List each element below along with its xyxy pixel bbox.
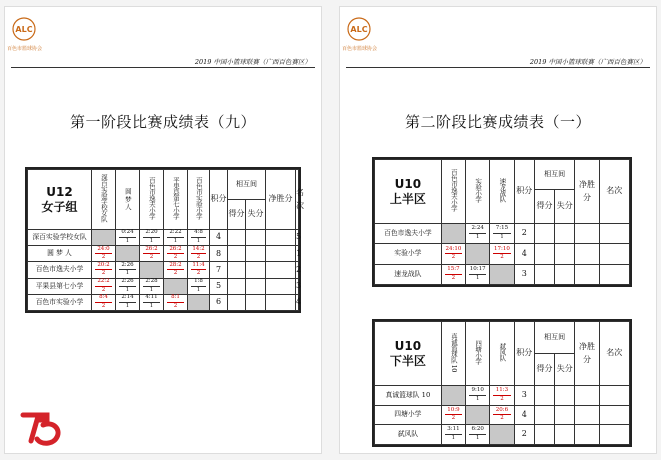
row-conceded [555,224,575,244]
match-result-cell [92,246,116,262]
match-score: 11:4 [191,263,206,271]
match-points: 1 [500,234,504,241]
column-header-team [441,322,465,386]
self-match-cell [490,264,514,284]
column-header-rank [599,322,629,386]
match-result-cell [164,294,188,310]
match-result-cell [466,425,490,445]
column-header-scored-label: 得分 [536,364,553,374]
logo-letters: ALC [15,25,33,34]
match-points: 2 [196,254,201,261]
column-header-mutual: 相互间 [228,170,266,200]
column-header-team-label: 真诚篮球队 10 [449,332,458,372]
row-conceded [555,244,575,264]
match-score: 2:22 [167,230,184,238]
row-scored [228,262,246,278]
match-score: 11:3 [493,388,510,396]
match-score: 2:26 [119,263,136,271]
group-label [375,160,442,224]
self-match-cell [92,230,116,246]
match-score: 9:10 [469,388,486,396]
match-points: 1 [149,286,154,293]
table-row [28,230,299,246]
column-header-team-label: 深百实验学校女队 [99,174,108,223]
match-result-cell [490,244,514,264]
column-header-team [92,170,116,230]
match-score: 8:1 [167,295,184,303]
match-points: 2 [101,270,106,277]
match-points: 2 [101,254,106,261]
match-score: 17:10 [493,247,510,255]
row-conceded [246,246,266,262]
column-header-mutual: 相互间 [534,160,574,190]
match-points: 1 [125,238,130,245]
self-match-cell [140,262,164,278]
match-result-cell [188,246,210,262]
column-header-team-label: 四塘小学 [474,340,483,365]
row-net [266,278,296,294]
self-match-cell [466,244,490,264]
self-match-cell [466,405,490,425]
match-result-cell [164,230,188,246]
right-page [339,6,657,454]
self-match-cell [188,294,210,310]
column-header-rank [296,170,304,230]
u12-results-table [25,167,304,313]
column-header-scored [228,200,246,230]
column-header-points-label: 积分 [516,186,533,196]
match-result-cell [188,278,210,294]
match-result-cell [188,262,210,278]
table-row [375,405,630,425]
group-label-line: U10 [394,177,422,192]
row-team-name: 实验小学 [375,244,442,264]
u10-upper-results-table [372,157,632,287]
row-rank [599,405,629,425]
match-score: 4:11 [143,295,160,303]
match-points: 2 [500,415,504,422]
row-scored [534,386,554,406]
column-header-team [441,160,465,224]
table-row [375,386,630,406]
match-result-cell [92,294,116,310]
row-scored [228,246,246,262]
match-result-cell [116,262,140,278]
match-result-cell [140,294,164,310]
column-header-points-label: 积分 [210,194,227,204]
league-logo [346,17,372,41]
match-score: 0:24 [119,230,136,238]
column-header-scored [534,354,554,386]
match-points: 1 [149,302,154,309]
row-conceded [246,278,266,294]
league-header: 2019 中国小篮球联赛（广西百色赛区） [194,58,311,66]
row-conceded [555,386,575,406]
match-points: 1 [173,238,178,245]
column-header-rank [599,160,629,224]
left-page [4,6,322,454]
row-points: 3 [514,264,534,284]
row-net [575,386,599,406]
column-header-team [116,170,140,230]
row-points: 3 [514,386,534,406]
match-score: 1:8 [191,279,206,287]
match-points: 2 [451,254,456,261]
row-conceded [246,230,266,246]
column-header-conceded [246,200,266,230]
match-score: 28:2 [167,263,184,271]
column-header-team [466,160,490,224]
column-header-rank-label: 名次 [606,348,623,358]
row-conceded [555,425,575,445]
column-header-net-label: 净胜分 [578,341,595,364]
header-divider [11,67,315,68]
self-match-cell [116,246,140,262]
column-header-scored-label: 得分 [228,209,245,219]
row-scored [534,405,554,425]
column-header-team-label: 弑风队 [498,343,507,362]
column-header-team-label: 百色市逸夫小学 [449,169,458,212]
match-result-cell [188,230,210,246]
logo-caption: 百色市篮球协会 [342,46,378,52]
column-header-mutual: 相互间 [534,322,574,354]
row-rank [599,224,629,244]
row-net [575,425,599,445]
match-score: 8:4 [95,295,112,303]
row-rank [599,264,629,284]
match-points: 1 [475,395,480,402]
row-team-name: 百色市实验小学 [28,294,92,310]
match-points: 2 [451,274,456,281]
row-conceded [246,262,266,278]
column-header-team [490,322,514,386]
column-header-conceded [555,190,575,224]
match-points: 2 [173,302,178,309]
match-result-cell [116,230,140,246]
u10-lower-results-table [372,319,632,447]
match-result-cell [441,405,465,425]
match-points: 2 [500,395,504,402]
match-score: 2:28 [143,279,160,287]
group-label-line: 女子组 [41,199,78,214]
column-header-net [575,160,599,224]
row-points: 4 [210,230,228,246]
match-score: 26:2 [167,247,184,255]
column-header-rank-label: 名次 [296,187,304,210]
self-match-cell [490,425,514,445]
column-header-conceded-label: 失分 [556,364,573,374]
column-header-team [490,160,514,224]
column-header-team-label: 实验小学 [474,178,483,203]
match-result-cell [466,386,490,406]
match-score: 3:11 [445,427,462,435]
row-rank: 4 [296,294,299,310]
match-points: 1 [125,286,130,293]
column-header-team-label: 百色市逸夫小学 [147,177,156,220]
logo-letters: ALC [350,25,368,34]
match-result-cell [140,230,164,246]
match-points: 2 [173,270,178,277]
match-points: 2 [196,270,201,277]
match-score: 10:9 [445,408,462,416]
match-score: 10:17 [469,267,486,275]
row-scored [228,278,246,294]
row-rank [599,244,629,264]
match-score: 24:10 [445,247,462,255]
column-header-conceded [555,354,575,386]
match-points: 1 [149,238,154,245]
match-score: 26:2 [143,247,160,255]
column-header-scored [534,190,554,224]
row-points: 5 [210,278,228,294]
match-result-cell [116,278,140,294]
column-header-team-label: 速龙战队 [498,178,507,203]
column-header-team-label: 百色市实验小学 [194,177,203,220]
match-score: 24:0 [95,247,112,255]
row-net [575,405,599,425]
match-score: 20:2 [95,263,112,271]
row-net [266,230,296,246]
row-points: 2 [514,425,534,445]
match-points: 1 [475,234,480,241]
match-score: 2:24 [469,226,486,234]
row-points: 6 [210,294,228,310]
group-label-line: U12 [46,185,73,200]
column-header-points-label: 积分 [516,348,533,358]
row-conceded [555,405,575,425]
match-result-cell [116,294,140,310]
row-rank: 2 [296,262,299,278]
row-net [575,264,599,284]
self-match-cell [441,224,465,244]
table-row [375,425,630,445]
row-rank: 1 [296,246,299,262]
row-net [266,294,296,310]
match-score: 6:20 [469,427,486,435]
match-points: 1 [196,286,201,293]
match-score: 2:26 [119,279,136,287]
match-result-cell [164,246,188,262]
column-header-scored-label: 得分 [536,201,553,211]
row-team-name: 百色市逸夫小学 [28,262,92,278]
match-result-cell [490,405,514,425]
row-team-name: 弑风队 [375,425,442,445]
column-header-rank-label: 名次 [606,186,623,196]
match-result-cell [441,244,465,264]
column-header-team [164,170,188,230]
column-header-conceded-label: 失分 [556,201,573,211]
column-header-conceded-label: 失分 [247,209,264,219]
match-points: 1 [475,274,480,281]
self-match-cell [164,278,188,294]
group-label-line: 上半区 [389,191,426,206]
column-header-net [575,322,599,386]
column-header-points [210,170,228,230]
column-header-points [514,160,534,224]
column-header-net-label: 净胜分 [268,194,293,204]
match-points: 1 [451,435,456,442]
row-team-name: 圆 梦 人 [28,246,92,262]
match-score: 15:7 [445,267,462,275]
row-team-name: 深百实验学校女队 [28,230,92,246]
table-row [28,294,299,310]
match-score: 22:2 [95,279,112,287]
page-title: 第二阶段比赛成绩表（一） [404,113,591,131]
row-scored [228,294,246,310]
self-match-cell [441,386,465,406]
match-score: 2:14 [119,295,136,303]
row-net [575,224,599,244]
match-points: 2 [451,415,456,422]
row-rank [599,425,629,445]
table-row [28,262,299,278]
match-result-cell [441,264,465,284]
row-points: 2 [514,224,534,244]
row-conceded [246,294,266,310]
row-net [575,244,599,264]
match-result-cell [92,262,116,278]
row-rank [599,386,629,406]
match-result-cell [140,246,164,262]
match-points: 2 [101,286,106,293]
column-header-team [188,170,210,230]
table-row [375,224,630,244]
watermark-logo [19,409,63,449]
table-row [28,278,299,294]
match-score: 20:6 [493,408,510,416]
row-team-name: 速龙战队 [375,264,442,284]
match-points: 2 [500,254,504,261]
match-result-cell [490,386,514,406]
match-points: 2 [101,302,106,309]
column-header-team-label: 平果县第七小学 [171,177,180,220]
group-label [28,170,92,230]
column-header-net [266,170,296,230]
match-result-cell [490,224,514,244]
row-scored [534,425,554,445]
group-label [375,322,442,386]
group-label-line: U10 [394,339,422,354]
row-team-name: 平果县第七小学 [28,278,92,294]
row-scored [534,264,554,284]
row-conceded [555,264,575,284]
match-result-cell [466,264,490,284]
row-team-name: 四塘小学 [375,405,442,425]
logo-caption: 百色市篮球协会 [7,46,43,52]
table-row [28,246,299,262]
match-result-cell [140,278,164,294]
row-net [266,262,296,278]
table-row [375,264,630,284]
row-net [266,246,296,262]
match-score: 7:15 [493,226,510,234]
row-team-name: 百色市逸夫小学 [375,224,442,244]
column-header-team-label: 圆 梦 人 [123,187,132,209]
row-scored [228,230,246,246]
league-logo [11,17,37,41]
column-header-points [514,322,534,386]
match-score: 4:8 [191,230,206,238]
row-rank: 5 [296,230,299,246]
row-points: 7 [210,262,228,278]
match-score: 2:20 [143,230,160,238]
match-score: 14:2 [191,247,206,255]
match-result-cell [441,425,465,445]
match-points: 1 [475,435,480,442]
group-label-line: 下半区 [389,353,426,368]
league-header: 2019 中国小篮球联赛（广西百色赛区） [529,58,646,66]
row-rank: 3 [296,278,299,294]
match-result-cell [92,278,116,294]
match-result-cell [164,262,188,278]
row-points: 4 [514,244,534,264]
header-divider [346,67,650,68]
row-points: 4 [514,405,534,425]
column-header-team [140,170,164,230]
match-points: 1 [196,238,201,245]
page-title: 第一阶段比赛成绩表（九） [69,113,256,131]
row-team-name: 真诚篮球队 10 [375,386,442,406]
match-points: 1 [125,302,130,309]
match-points: 2 [149,254,154,261]
match-result-cell [466,224,490,244]
row-scored [534,224,554,244]
column-header-net-label: 净胜分 [578,179,595,202]
match-points: 2 [173,254,178,261]
row-points: 8 [210,246,228,262]
table-row [375,244,630,264]
row-scored [534,244,554,264]
column-header-team [466,322,490,386]
match-points: 1 [125,270,130,277]
